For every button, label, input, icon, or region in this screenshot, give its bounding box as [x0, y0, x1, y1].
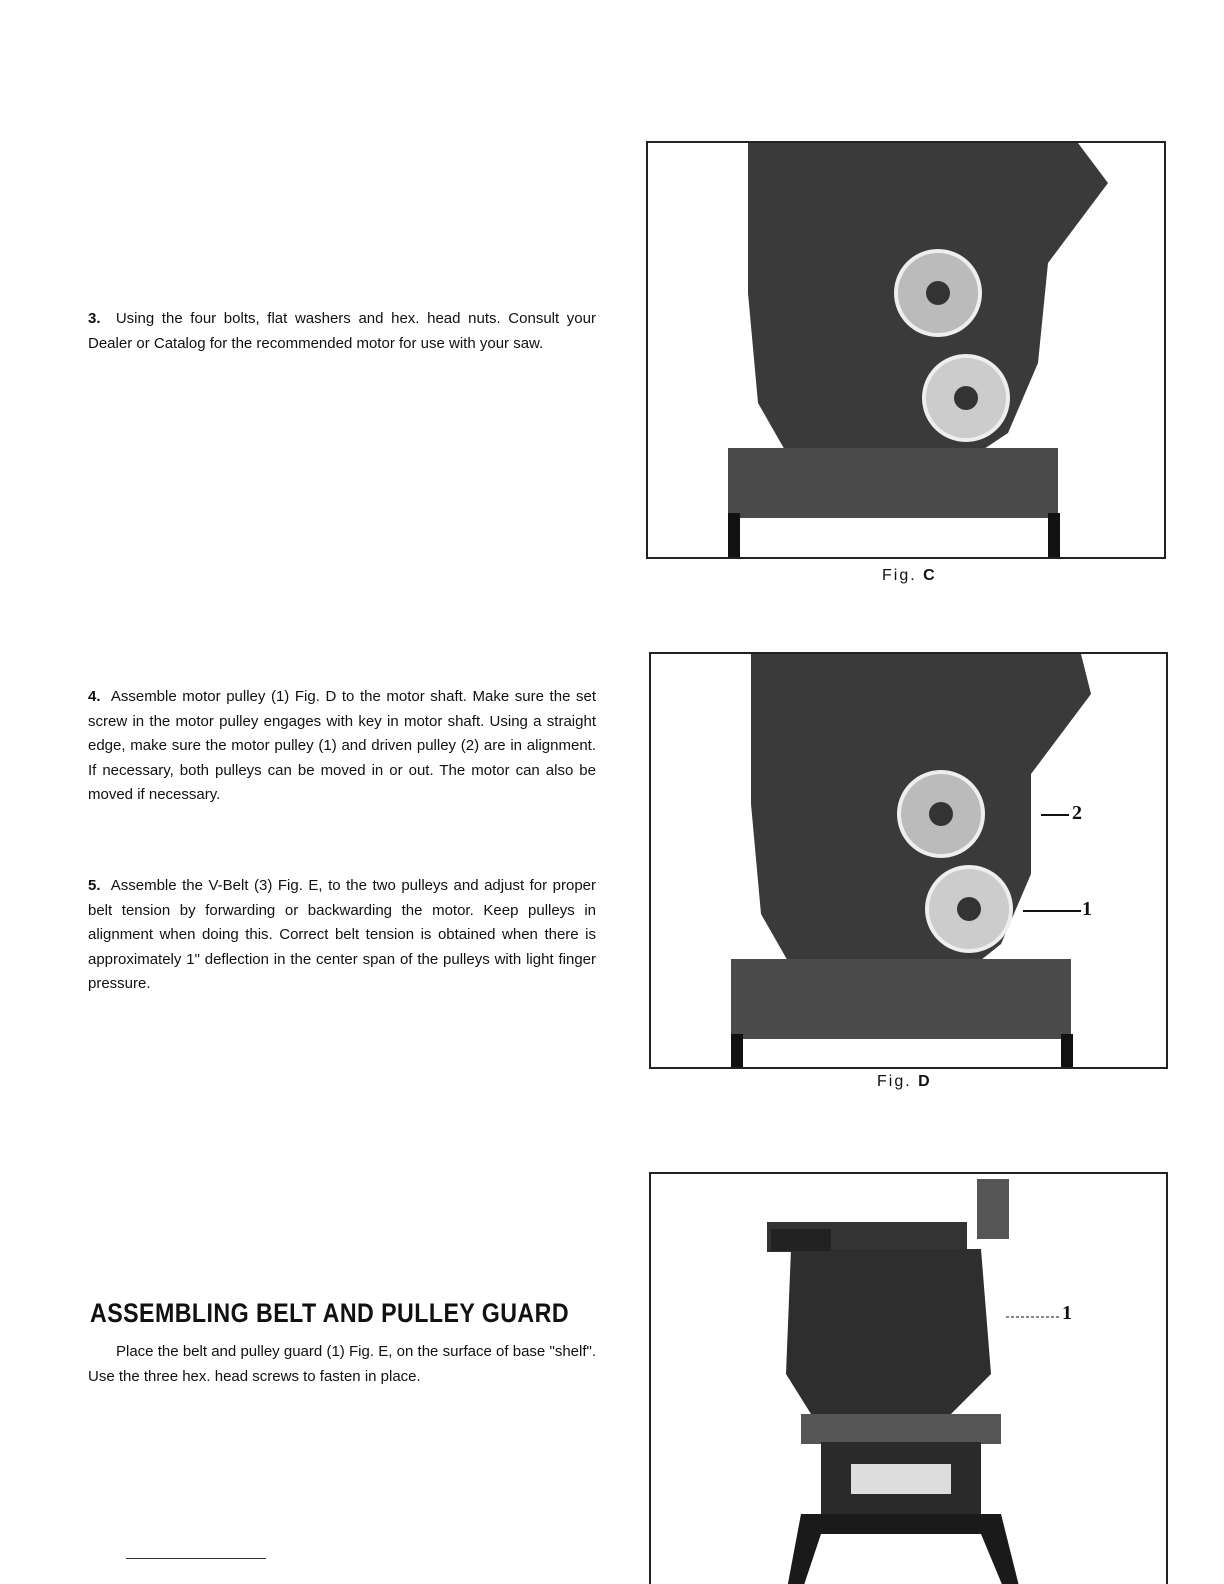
callout-1: 1	[1082, 898, 1092, 920]
figure-e-photo	[649, 1172, 1168, 1584]
caption-letter: D	[918, 1073, 932, 1090]
step-text: Assemble motor pulley (1) Fig. D to the motor shaft. Make sure the set screw in the motor pulley engages with key in motor shaft. Using a straight edge, make sure the motor pulley (1) and driven pulley (2) are in alignment. If necessary, both pulleys can be moved in or out. The motor can also be moved if necessary.	[88, 688, 596, 803]
figure-d-caption	[877, 1073, 932, 1091]
step-number: 5.	[88, 877, 101, 894]
figure-c-caption	[882, 567, 937, 585]
step-number: 3.	[88, 310, 101, 327]
section-heading: ASSEMBLING BELT AND PULLEY GUARD	[90, 1298, 570, 1328]
callout-1: 1	[1062, 1302, 1072, 1324]
step-4	[88, 685, 596, 808]
section-text: Place the belt and pulley guard (1) Fig. E, on the surface of base "shelf". Use the three hex. head screws to fasten in place.	[88, 1343, 596, 1385]
figure-d-photo	[649, 652, 1168, 1069]
caption-prefix: Fig.	[877, 1073, 912, 1090]
step-text: Assemble the V-Belt (3) Fig. E, to the two pulleys and adjust for proper belt tension by forwarding or backwarding the motor. Keep pulleys in alignment when doing this. Correct belt tension is obtained when there is approximately 1" deflection in the center span of the pulleys with light finger pressure.	[88, 877, 597, 992]
caption-prefix: Fig.	[882, 567, 917, 584]
step-text: Using the four bolts, flat washers and hex. head nuts. Consult your Dealer or Catalog for the recommended motor for use with your saw.	[88, 310, 596, 352]
footer-rule	[126, 1558, 266, 1559]
figure-c-photo	[646, 141, 1166, 559]
caption-letter: C	[923, 567, 937, 584]
step-number: 4.	[88, 688, 101, 705]
step-3	[88, 307, 596, 356]
step-5	[88, 874, 596, 997]
callout-2: 2	[1072, 802, 1082, 824]
